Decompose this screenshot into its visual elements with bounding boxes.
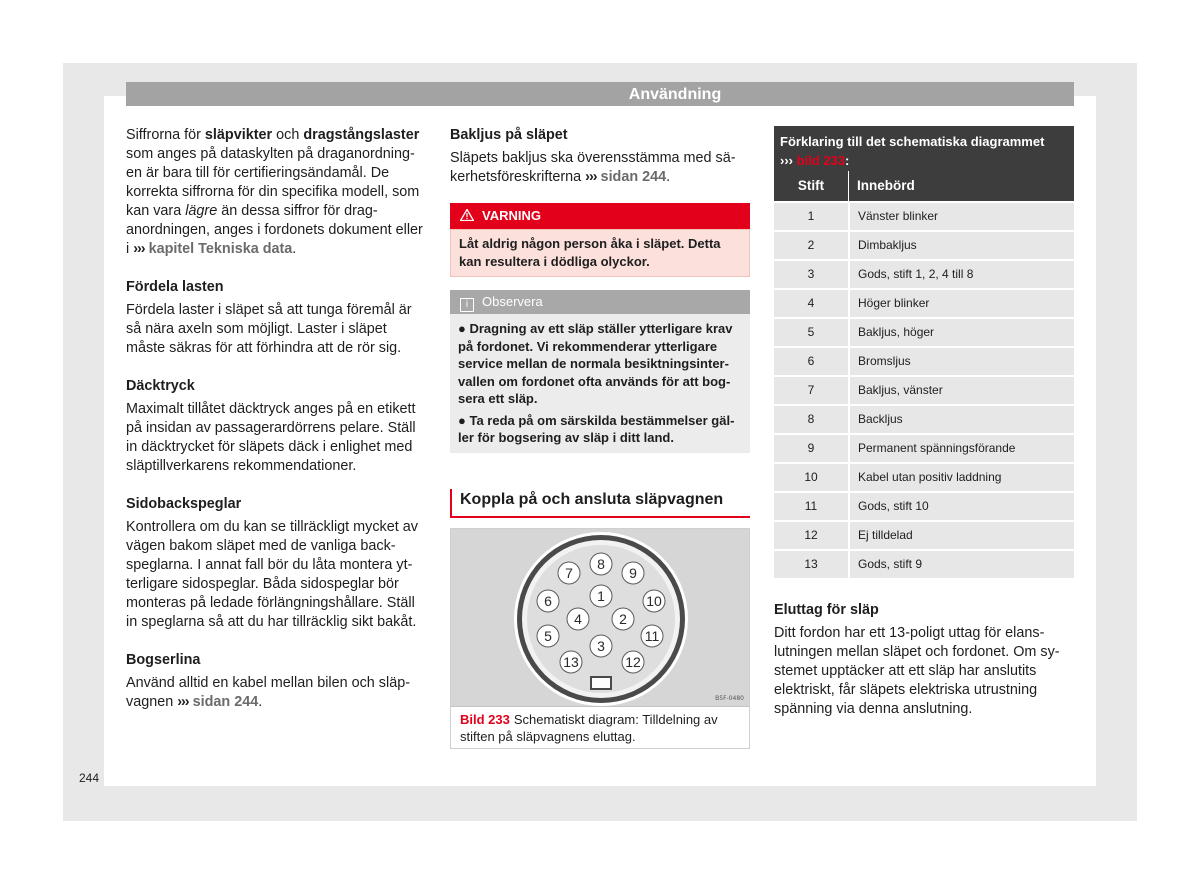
note-box <box>450 290 750 453</box>
warning-triangle-icon <box>460 203 474 229</box>
link-figure-233[interactable]: bild 233 <box>793 153 846 168</box>
table-row <box>774 493 1074 520</box>
table-row <box>774 522 1074 549</box>
warning-header <box>450 203 750 229</box>
pin-number: 10 <box>804 470 818 484</box>
pin-number: 8 <box>807 412 815 426</box>
section-heading-connect-trailer <box>450 489 750 518</box>
pin-label: 9 <box>629 565 637 581</box>
pin-meaning: Gods, stift 9 <box>848 551 1074 578</box>
pin-meaning: Permanent spänningsförande <box>848 435 1074 462</box>
table-row <box>774 377 1074 404</box>
table-row <box>774 290 1074 317</box>
note-label: Observera <box>482 294 543 309</box>
pin-number: 6 <box>807 354 815 368</box>
intro-paragraph <box>126 126 426 259</box>
figure-label: Bild 233 <box>460 712 510 727</box>
paragraph-tail-lights <box>450 149 750 187</box>
figure-caption <box>460 711 744 745</box>
socket-section <box>774 601 1074 719</box>
text: och <box>272 127 304 143</box>
pin-label: 13 <box>563 654 579 670</box>
pin-meaning: Gods, stift 1, 2, 4 till 8 <box>848 261 1074 288</box>
table-row <box>774 319 1074 346</box>
pin-label: 12 <box>625 654 641 670</box>
pin-number: 5 <box>807 325 815 339</box>
pin-label: 3 <box>597 638 605 654</box>
paragraph-side-mirrors: Kontrollera om du kan se tillräckligt mycket av vägen bakom släpet med de vanliga backspeglarna. I annat fall bör du låta montera ytterligare sidospeglar. Båda sidospeglar bör monteras på ledade förlängningshållare. Ställ in speglarna så att du har tillräcklig sikt bakåt. <box>126 519 418 630</box>
pin-number: 12 <box>804 528 818 542</box>
arrow-icon: ››› <box>177 694 189 710</box>
pin-number: 1 <box>807 209 815 223</box>
heading-trailer-socket: Eluttag för släp <box>774 602 879 618</box>
pin-label: 10 <box>646 593 662 609</box>
text: än dessa siffror för draganordningen, anges i fordonets dokument eller i <box>126 203 423 257</box>
warning-text: Låt aldrig någon person åka i släpet. Detta kan resultera i dödliga olyckor. <box>450 229 750 277</box>
pin-label: 6 <box>544 593 552 609</box>
heading-tail-lights: Bakljus på släpet <box>450 127 568 143</box>
note-item: ● Ta reda på om särskilda bestämmelser gäller för bogsering av släp i ditt land. <box>458 412 735 445</box>
pin-label: 11 <box>644 628 660 644</box>
figure-code: B5F-0480 <box>715 695 744 702</box>
connector-svg <box>451 529 749 706</box>
table-header-row <box>774 171 1074 201</box>
pin-meaning: Dimbakljus <box>848 232 1074 259</box>
table-row <box>774 435 1074 462</box>
pin-meaning: Höger blinker <box>848 290 1074 317</box>
pin-label: 4 <box>574 611 582 627</box>
pin-number: 13 <box>804 557 818 571</box>
column-middle <box>450 126 750 187</box>
column-header-meaning: Innebörd <box>848 171 1074 201</box>
pin-label: 8 <box>597 556 605 572</box>
table-row <box>774 348 1074 375</box>
text: Släpets bakljus ska överensstämma med säkerhetsföreskrifterna <box>450 150 736 185</box>
table-title <box>774 126 1074 171</box>
pin-label: 1 <box>597 588 605 604</box>
column-header-pin: Stift <box>797 178 825 193</box>
pin-table <box>774 126 1074 578</box>
table-row <box>774 551 1074 578</box>
arrow-icon: ››› <box>585 169 597 185</box>
pin-number: 4 <box>807 296 815 310</box>
pin-meaning: Bakljus, vänster <box>848 377 1074 404</box>
paragraph-trailer-socket: Ditt fordon har ett 13-poligt uttag för elanslutningen mellan släpet och fordonet. Om systemet upptäcker att ett släp har anslutits elektriskt, får släpets elektriska utrustning spänning via denna anslutning. <box>774 625 1060 717</box>
pin-number: 7 <box>807 383 815 397</box>
text: . <box>258 694 263 710</box>
bold-text: dragstångslaster <box>303 127 420 143</box>
heading-tire-pressure: Däcktryck <box>126 378 195 394</box>
heading-tow-rope: Bogserlina <box>126 652 201 668</box>
table-body <box>774 203 1074 578</box>
warning-label: VARNING <box>482 208 541 223</box>
table-row <box>774 406 1074 433</box>
paragraph-distribute-load: Fördela laster i släpet så att tunga föremål är så nära axeln som möjligt. Laster i släpet måste säkras för att förhindra att de rör sig. <box>126 302 412 356</box>
bold-text: släpvikter <box>204 127 273 143</box>
pin-meaning: Kabel utan positiv laddning <box>848 464 1074 491</box>
table-title-text: Förklaring till det schematiska diagrammet <box>780 134 1045 149</box>
text: Siffrorna för <box>126 127 205 143</box>
section-header-bar <box>126 82 1074 106</box>
heading-side-mirrors: Sidobackspeglar <box>126 496 242 512</box>
note-body <box>450 314 750 453</box>
table-row <box>774 261 1074 288</box>
link-technical-data[interactable]: kapitel Tekniska data <box>144 241 293 257</box>
text: . <box>666 169 671 185</box>
connector-diagram <box>451 529 749 707</box>
pin-label: 7 <box>565 565 573 581</box>
pin-label: 5 <box>544 628 552 644</box>
italic-text: lägre <box>185 203 218 219</box>
pin-meaning: Vänster blinker <box>848 203 1074 230</box>
pin-meaning: Bromsljus <box>848 348 1074 375</box>
pin-meaning: Gods, stift 10 <box>848 493 1074 520</box>
pin-number: 9 <box>807 441 815 455</box>
note-item: ● Dragning av ett släp ställer ytterligare krav på fordonet. Vi rekommenderar ytterligare service mellan de normala besiktningsintervallen om fordonet ofta används för att bogsera ett släp. <box>458 321 733 406</box>
link-page-244[interactable]: sidan 244 <box>188 694 259 710</box>
text: . <box>292 241 297 257</box>
page-number: 244 <box>79 771 100 785</box>
note-header <box>450 290 750 314</box>
pin-label: 2 <box>619 611 627 627</box>
arrow-icon: ››› <box>133 241 145 257</box>
table-row <box>774 464 1074 491</box>
column-left <box>126 126 426 712</box>
paragraph-tire-pressure: Maximalt tillåtet däcktryck anges på en etikett på insidan av passagerardörrens pelare. Ställ in däcktrycket för släpets däck i enlighet med släptillverkarens rekommendationer. <box>126 401 416 474</box>
info-icon: i <box>460 298 474 312</box>
pin-meaning: Bakljus, höger <box>848 319 1074 346</box>
accent-bar <box>450 489 452 516</box>
text: som anges på dataskylten på draganordningen är bara till för certifieringsändamål. De korrekta siffrorna för din specifika modell, som kan vara <box>126 146 420 219</box>
text: : <box>845 153 850 168</box>
section-heading-text: Koppla på och ansluta släpvagnen <box>460 491 724 508</box>
figure-233 <box>450 528 750 749</box>
text: Använd alltid en kabel mellan bilen och släpvagnen <box>126 675 410 710</box>
arrow-icon: ››› <box>780 153 793 168</box>
section-title: Användning <box>628 86 722 103</box>
pin-number: 11 <box>804 499 818 513</box>
figure-caption-text: Schematiskt diagram: Tilldelning av stiften på släpvagnens eluttag. <box>460 712 718 744</box>
link-page-244[interactable]: sidan 244 <box>596 169 667 185</box>
table-row <box>774 203 1074 230</box>
pin-meaning: Backljus <box>848 406 1074 433</box>
paragraph-tow-rope <box>126 674 426 712</box>
pin-number: 2 <box>807 238 815 252</box>
table-row <box>774 232 1074 259</box>
pin-meaning: Ej tilldelad <box>848 522 1074 549</box>
heading-distribute-load: Fördela lasten <box>126 279 224 295</box>
warning-box <box>450 203 750 277</box>
pin-number: 3 <box>807 267 815 281</box>
